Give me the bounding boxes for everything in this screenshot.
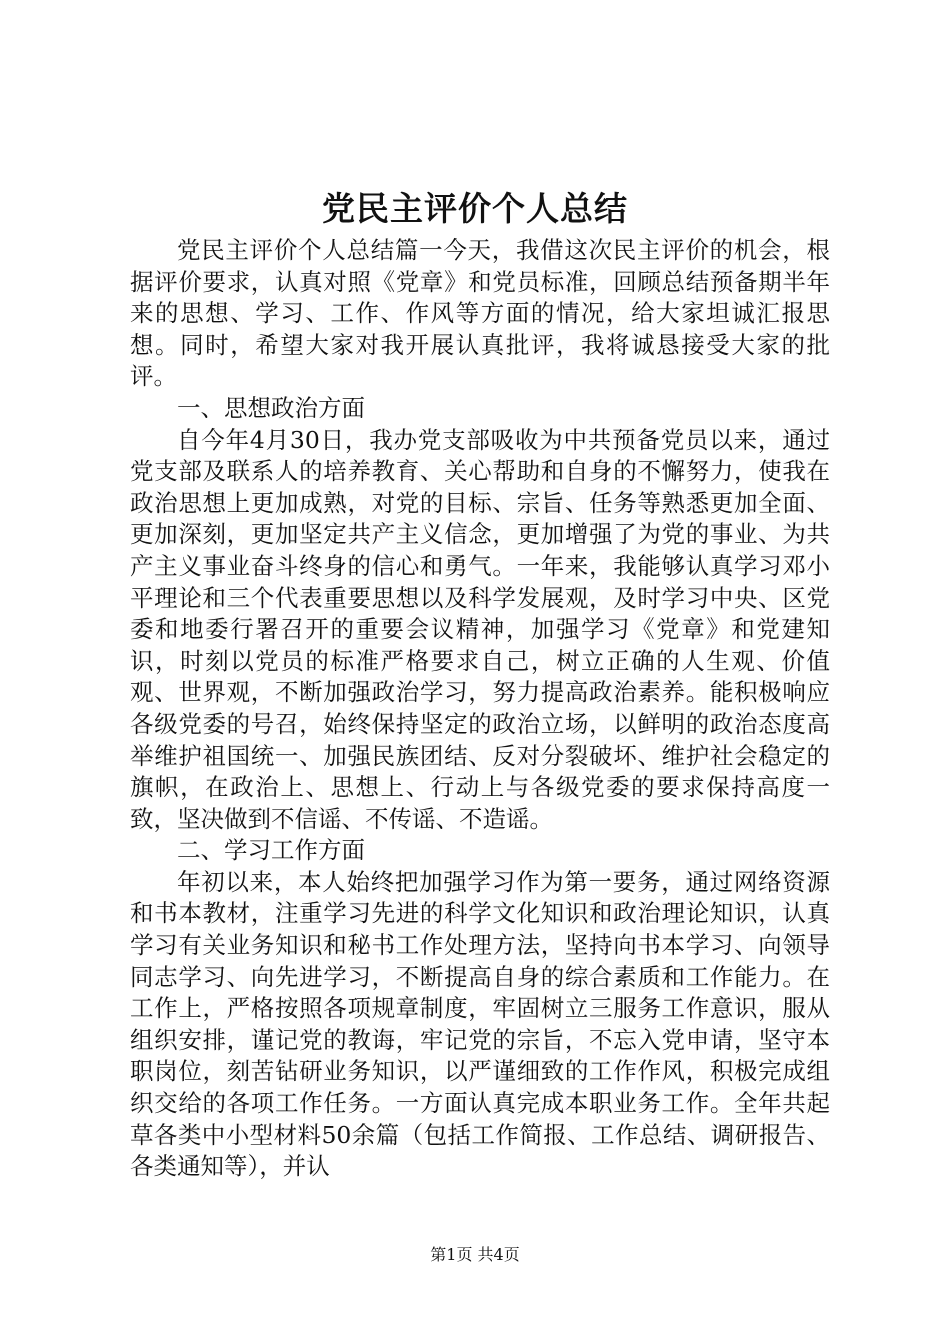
- section-heading-study-work: 二、学习工作方面: [177, 836, 365, 865]
- document-title: 党民主评价个人总结: [322, 189, 628, 228]
- paragraph-study-work: 年初以来，本人始终把加强学习作为第一要务，通过网络资源和书本教材，注重学习先进的科学文化知识和政治理论知识，认真学习有关业务知识和秘书工作处理方法，坚持向书本学习、向领导同志学习、向先进学习，不断提高自身的综合素质和工作能力。在工作上，严格按照各项规章制度，牢固树立三服务工作意识，服从组织安排，谨记党的教诲，牢记党的宗旨，不忘入党申请，坚守本职岗位，刻苦钻研业务知识，以严谨细致的工作作风，积极完成组织交给的各项工作任务。一方面认真完成本职业务工作。全年共起草各类中小型材料50余篇（包括工作简报、工作总结、调研报告、各类通知等），并认: [130, 867, 830, 1181]
- paragraph-intro: 党民主评价个人总结篇一今天，我借这次民主评价的机会，根据评价要求，认真对照《党章》和党员标准，回顾总结预备期半年来的思想、学习、工作、作风等方面的情况，给大家坦诚汇报思想。同时，希望大家对我开展认真批评，我将诚恳接受大家的批评。: [130, 236, 830, 391]
- section-heading-politics: 一、思想政治方面: [177, 393, 365, 422]
- document-body: [130, 235, 830, 1183]
- page-footer: 第1页 共4页: [430, 1245, 520, 1264]
- paragraph-politics: 自今年4月30日，我办党支部吸收为中共预备党员以来，通过党支部及联系人的培养教育、关心帮助和自身的不懈努力，使我在政治思想上更加成熟，对党的目标、宗旨、任务等熟悉更加全面、更加深刻，更加坚定共产主义信念，更加增强了为党的事业、为共产主义事业奋斗终身的信心和勇气。一年来，我能够认真学习邓小平理论和三个代表重要思想以及科学发展观，及时学习中央、区党委和地委行署召开的重要会议精神，加强学习《党章》和党建知识，时刻以党员的标准严格要求自己，树立正确的人生观、价值观、世界观，不断加强政治学习，努力提高政治素养。能积极响应各级党委的号召，始终保持坚定的政治立场，以鲜明的政治态度高举维护祖国统一、加强民族团结、反对分裂破坏、维护社会稳定的旗帜，在政治上、思想上、行动上与各级党委的要求保持高度一致，坚决做到不信谣、不传谣、不造谣。: [130, 425, 830, 833]
